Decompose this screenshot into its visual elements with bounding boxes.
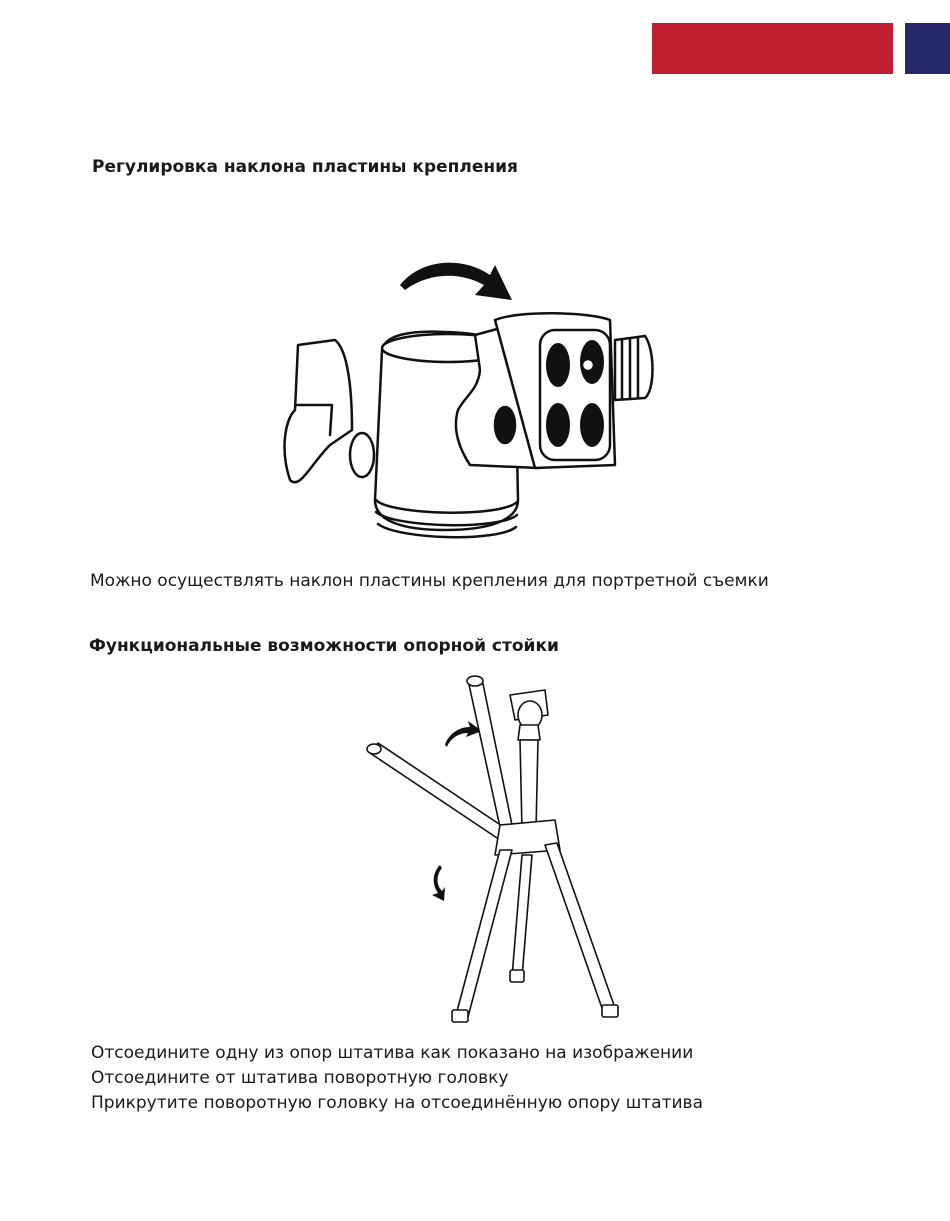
section-title-monopod: Функциональные возможности опорной стойки [89,636,559,656]
locking-knob [615,336,653,400]
step-item: Отсоедините от штатива поворотную головку [91,1068,509,1088]
tilt-caption: Можно осуществлять наклон пластины крепления для портретной съемки [90,571,769,591]
header-red-bar [652,23,893,74]
ball-head-tilt-illustration [270,240,670,560]
tripod-leg [456,850,512,1017]
header-blue-bar [905,23,950,74]
step-item: Прикрутите поворотную головку на отсоединённую опору штатива [91,1093,703,1113]
rotate-arrow-icon [400,263,512,300]
section-title-tilt: Регулировка наклона пластины крепления [92,157,518,177]
rotate-arrow-icon [432,865,445,901]
tripod-leg [545,843,615,1011]
tripod-leg-detach-illustration [350,665,650,1035]
steps-list [91,1041,703,1116]
rotate-arrow-icon [445,721,482,747]
step-item: Отсоедините одну из опор штатива как показано на изображении [91,1043,694,1063]
lever [285,340,352,482]
tripod-leg-upright [468,679,512,827]
tripod-leg [512,855,532,977]
